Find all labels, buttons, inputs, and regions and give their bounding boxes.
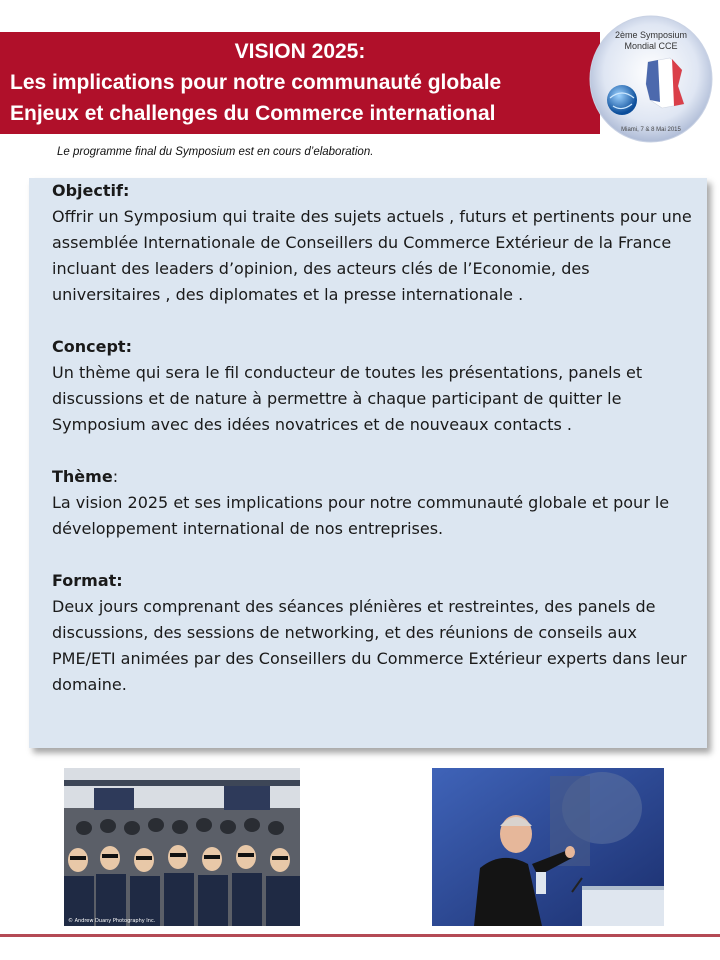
- section-title-suffix: :: [112, 467, 119, 486]
- section-text: Offrir un Symposium qui traite des sujets actuels , futurs et pertinents pour une assemblée Internationale de Conseillers du Commerce Extérieur de la France incluant des leaders d’opinion, des acteurs clés de l’Economie, des universitaires , des diplomates et la presse internationale .: [52, 207, 692, 304]
- svg-text:Miami, 7 & 8 Mai 2015: Miami, 7 & 8 Mai 2015: [621, 127, 681, 133]
- title-line-2: Les implications pour notre communauté globale: [10, 71, 502, 94]
- audience-photo-image: [64, 768, 300, 926]
- title-line-3: Enjeux et challenges du Commerce international: [10, 102, 496, 125]
- section-theme: [52, 464, 692, 542]
- title-line-1: VISION 2025:: [234, 40, 366, 63]
- speaker-photo: [432, 768, 664, 926]
- svg-text:© Andrew Duany Photography Inc: © Andrew Duany Photography Inc.: [68, 918, 156, 924]
- section-title: Format:: [52, 571, 123, 590]
- section-objectif: [52, 178, 692, 308]
- section-text: Un thème qui sera le fil conducteur de toutes les présentations, panels et discussions et de nature à permettre à chaque participant de quitter le Symposium avec des idées novatrices et de nouveaux contacts .: [52, 363, 643, 434]
- section-title-row: [52, 464, 692, 490]
- svg-text:2ème Symposium: 2ème Symposium: [614, 30, 688, 40]
- section-title: Objectif:: [52, 181, 130, 200]
- info-card-content: [52, 178, 692, 724]
- section-title: Concept:: [52, 337, 132, 356]
- section-text: Deux jours comprenant des séances plénières et restreintes, des panels de discussions, des sessions de networking, et des réunions de conseils aux PME/ETI animées par des Conseillers du Commerce Extérieur experts dans leur domaine.: [52, 597, 687, 694]
- audience-photo: [64, 768, 300, 926]
- program-note: Le programme final du Symposium est en cours d’elaboration.: [57, 146, 374, 158]
- section-title: Thème: [52, 467, 113, 486]
- page-title: [0, 36, 600, 129]
- speaker-photo-image: [432, 768, 664, 926]
- section-format: [52, 568, 692, 698]
- section-concept: [52, 334, 692, 438]
- symposium-logo: [588, 14, 714, 144]
- footer-divider: [0, 934, 720, 937]
- section-text: La vision 2025 et ses implications pour notre communauté globale et pour le développement international de nos entreprises.: [52, 493, 670, 538]
- svg-text:Mondial CCE: Mondial CCE: [624, 41, 678, 51]
